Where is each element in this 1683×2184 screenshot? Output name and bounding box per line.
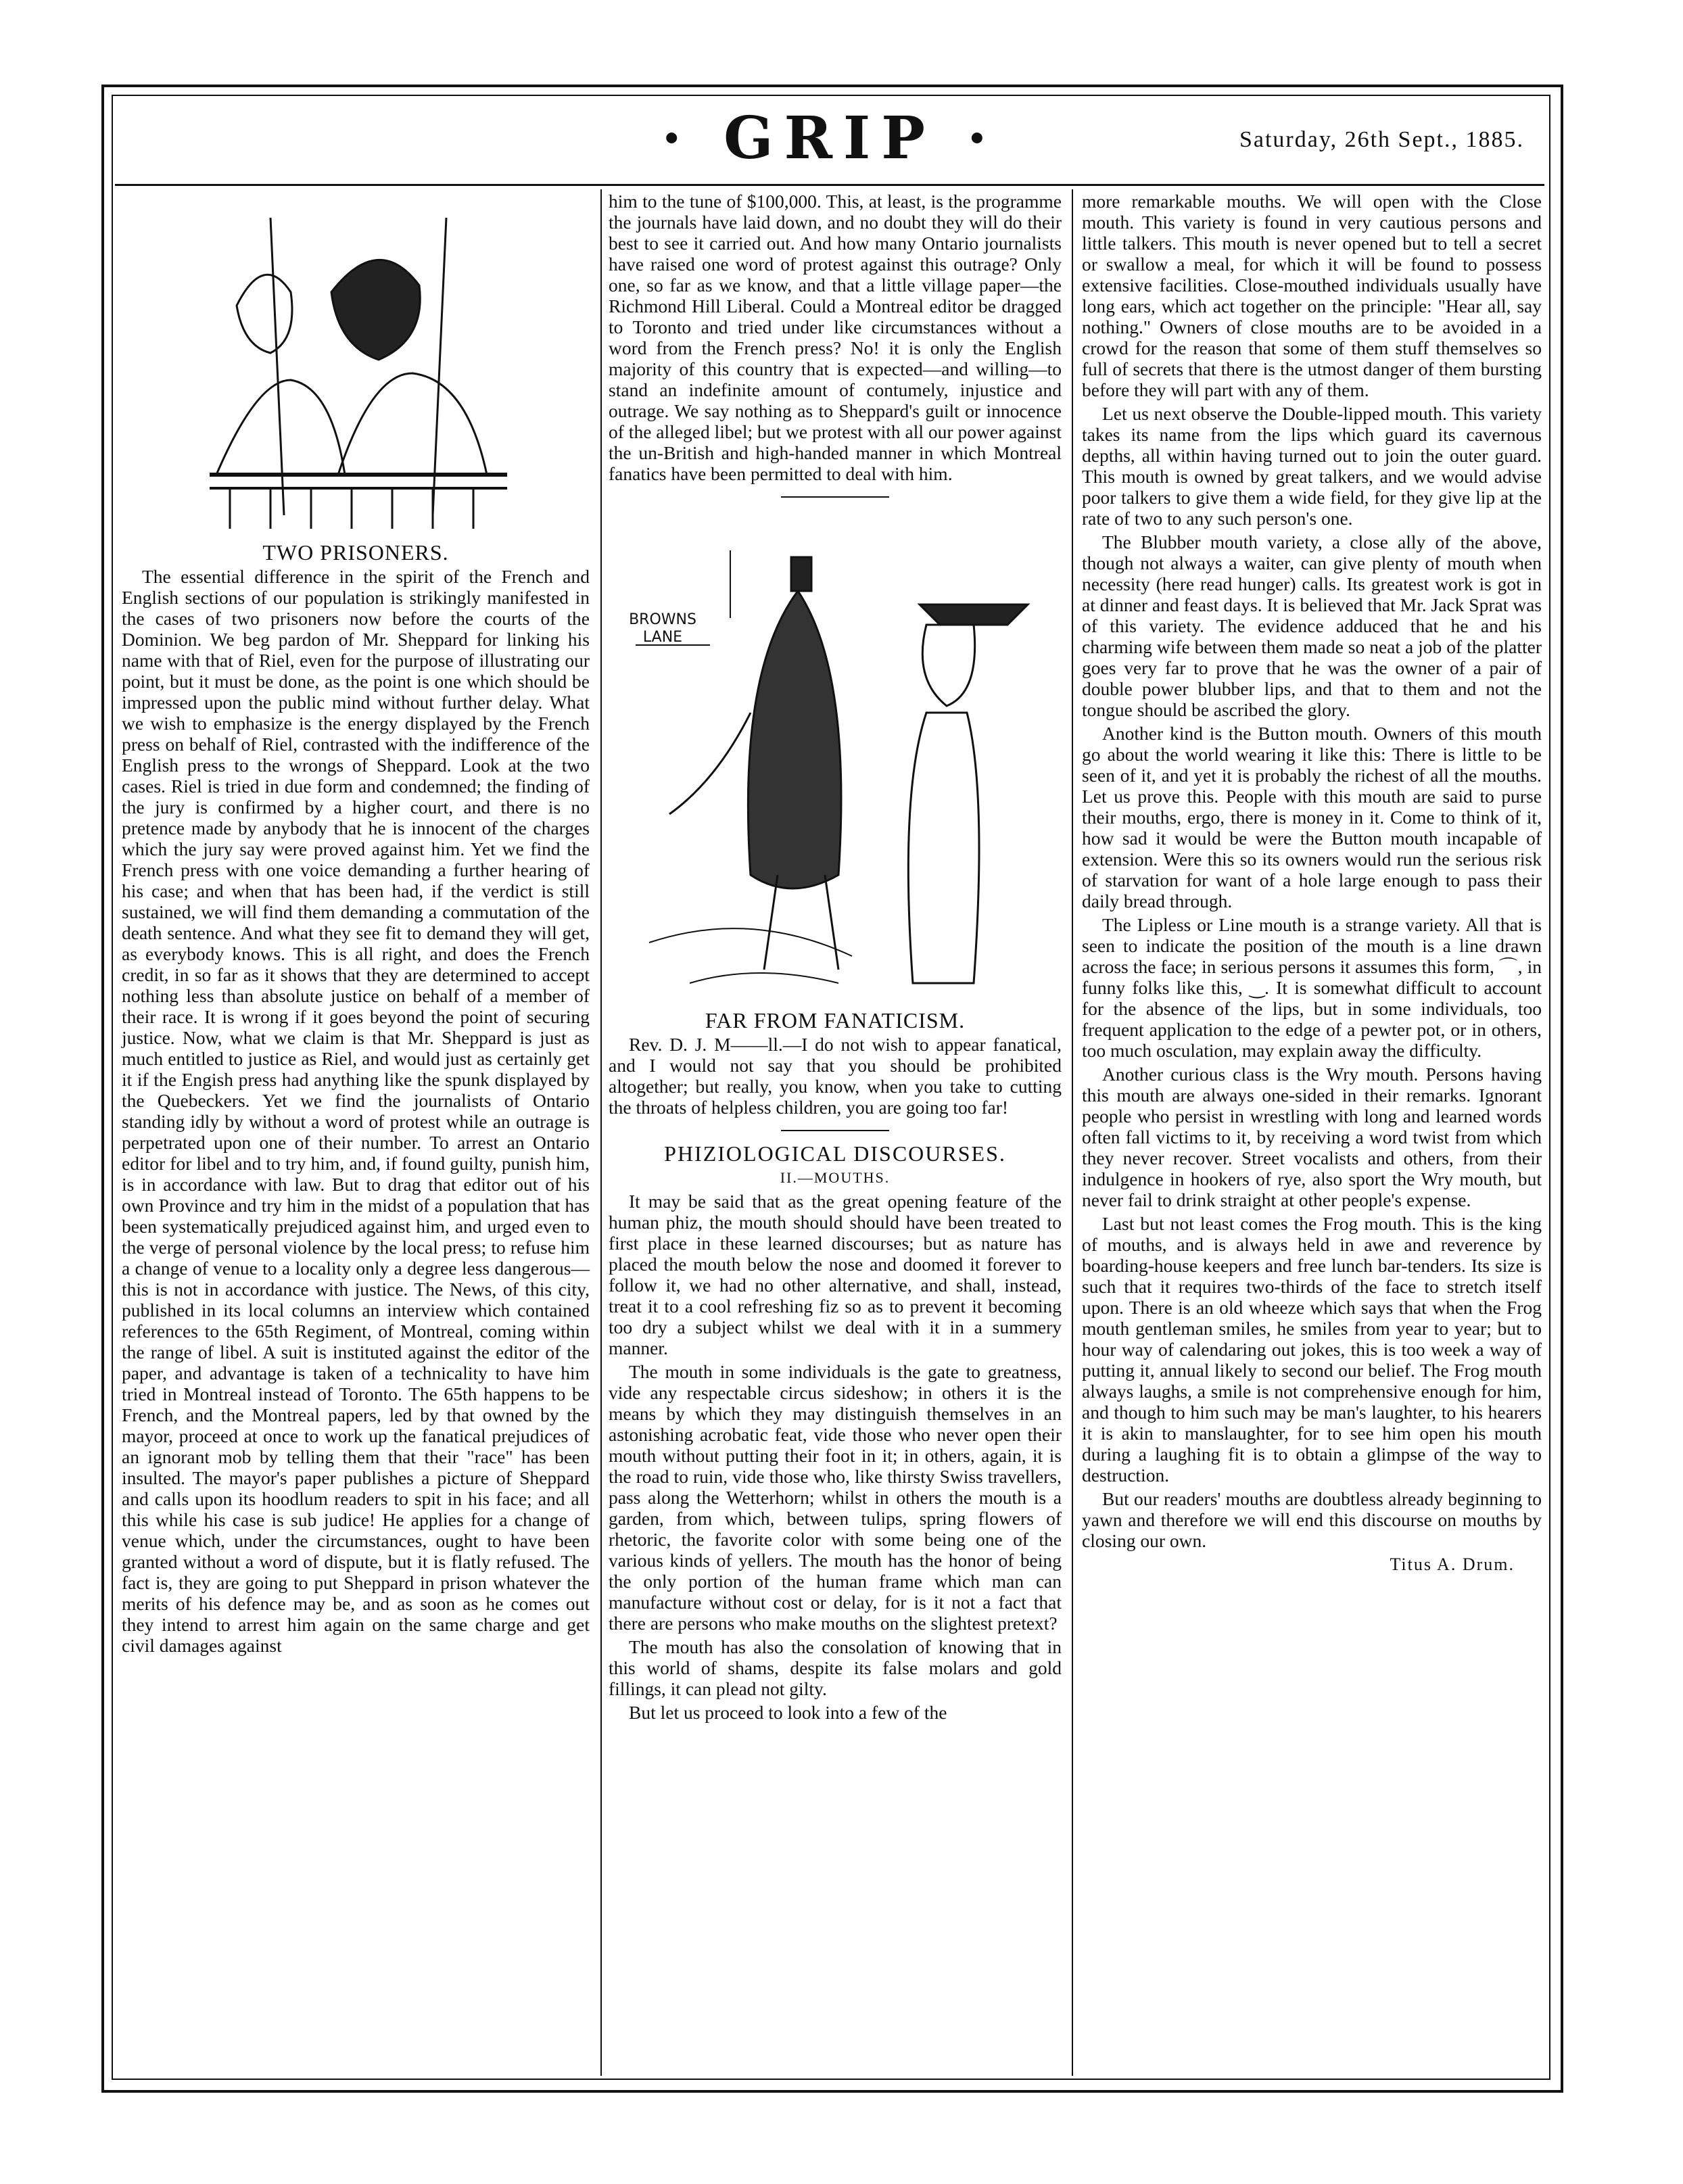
article-paragraph: him to the tune of $100,000. This, at least, is the programme the journals have laid down, and no doubt they will do their best to see it carried out. And how many Ontario journalists have raised one word of protest against this outrage? Only one, so far as we know, and that a little village paper—the Richmond Hill Liberal. Could a Montreal editor be dragged to Toronto and tried under like circumstances without a word from the French press? No! it is only the English majority of this country that is expected—and willing—to stand an indefinite amount of contumely, injustice and outrage. We say nothing as to Sheppard's guilt or innocence of the alleged libel; but we protest with all our power against the un-British and high-handed manner in which Montreal fanatics have been permitted to deal with him. (609, 191, 1062, 484)
cartoon-dialogue: Rev. D. J. M——ll.—I do not wish to appear fanatical, and I would not say that you should be prohibited altogether; but really, you know, when you take to cutting the throats of helpless children, you are going too far! (609, 1034, 1062, 1118)
article-paragraph: The mouth in some individuals is the gate to greatness, vide any respectable circus sideshow; in others it is the means by which they may distinguish themselves in an astonishing acrobatic feat, vide those who never open their mouth without putting their foot in it; in others, again, it is the road to ruin, vide those who, like thirsty Swiss travellers, pass along the Wetterhorn; whilst in others the mouth is a garden, from which, between tulips, spring flowers of rhetoric, the favorite color with some being one of the various kinds of yellers. The mouth has the honor of being the only portion of the human frame which man can manufacture without cost or delay, for is it not a fact that there are persons who make mouths on the slightest pretext? (609, 1361, 1062, 1634)
article-paragraph: Let us next observe the Double-lipped mouth. This variety takes its name from the lips which guard its cavernous depths, all within having turned out to join the outer guard. This mouth is owned by great talkers, and we would advise poor talkers to give them a wide field, for they give lip at the rate of two to any such person's one. (1082, 403, 1542, 529)
column-2 (609, 191, 1062, 1726)
masthead (115, 101, 1544, 183)
discourse-heading: PHIZIOLOGICAL DISCOURSES. (664, 1141, 1006, 1166)
article-paragraph: Another kind is the Button mouth. Owners of this mouth go about the world wearing it like this: There is little to be seen of it, and yet it is probably the richest of all the mouths. Let us prove this. People with this mouth are said to purse their mouths, ergo, there is money in it. Come to think of it, how sad it would be were the Button mouth incapable of extension. Were this so its owners would run the serious risk of starvation for want of a hole large enough to pass their daily bread through. (1082, 723, 1542, 911)
cartoon-illustration (609, 510, 1062, 1010)
browns-lane-sign: BROWNS LANE (629, 611, 696, 646)
masthead-date: Saturday, 26th Sept., 1885. (1239, 127, 1524, 152)
article-paragraph: It may be said that as the great opening feature of the human phiz, the mouth should should have been treated to first place in these learned discourses; but as nature has placed the mouth below the nose and doomed it forever to follow it, we had no other alternative, and shall, instead, treat it to a cool refreshing fiz so as to prevent it becoming too dry a subject whilst we deal with it in a summery manner. (609, 1191, 1062, 1358)
column-3 (1082, 191, 1542, 1577)
section-divider (781, 1130, 889, 1131)
author-signature: Titus A. Drum. (1390, 1554, 1515, 1574)
two-prisoners-illustration (189, 191, 527, 542)
article-paragraph: more remarkable mouths. We will open with the Close mouth. This variety is found in very cautious persons and little talkers. This mouth is never opened but to tell a secret or swallow a meal, for which it will be found to possess extensive facilities. Close-mouthed individuals usually have long ears, which act together on the principle: "Hear all, say nothing." Owners of close mouths are to be avoided in a crowd for the reason that some of them stuff themselves so full of secrets that there is the utmost danger of them bursting before they will part with any of them. (1082, 191, 1542, 400)
article-paragraph: Last but not least comes the Frog mouth. This is the king of mouths, and is always held in awe and reverence by boarding-house keepers and free lunch bar-tenders. Its size is such that it requires two-thirds of the face to stretch itself upon. There is an old wheeze which says that when the Frog mouth gentleman smiles, he smiles from year to year; but to hour way of calendaring out jokes, this is too week a way of putting it, annual likely to second our belief. The Frog mouth always laughs, a smile is not comprehensive enough for him, and though to him such may be man's laughter, to his hearers it is akin to manslaughter, for to see him open his mouth during a laughing fit is to obtain a glimpse of the way to destruction. (1082, 1213, 1542, 1486)
article-paragraph: Another curious class is the Wry mouth. Persons having this mouth are always one-sided in their remarks. Ignorant people who persist in wrestling with long and learned words often fall victims to it, by receiving a word twist from which they never recover. Street vocalists and others, from their indulgence in hookers of rye, also sport the Wry mouth, but never fail to drink straight at other people's expense. (1082, 1064, 1542, 1210)
article-paragraph: But let us proceed to look into a few of the (629, 1702, 947, 1723)
two-prisoners-caption: TWO PRISONERS. (262, 540, 449, 565)
discourse-subheading: II.—MOUTHS. (780, 1169, 891, 1186)
masthead-title: · GRIP · (661, 104, 998, 172)
article-paragraph: The Lipless or Line mouth is a strange variety. All that is seen to indicate the position of the mouth is a line drawn across the face; in serious persons it assumes this form, ⌒, in funny folks like this, ‿. It is somewhat difficult to account for the absence of the lips, but in some individuals, too frequent application to the edge of a pewter pot, or in others, too much osculation, may explain away the difficulty. (1082, 914, 1542, 1061)
article-paragraph: But our readers' mouths are doubtless already beginning to yawn and therefore we will end this discourse on mouths by closing our own. (1082, 1488, 1542, 1551)
column-rule-2 (1072, 189, 1073, 2076)
column-1 (122, 191, 590, 1659)
article-paragraph: The mouth has also the consolation of knowing that in this world of shams, despite its false molars and gold fillings, it can plead not gilty. (609, 1636, 1062, 1699)
section-divider (781, 496, 889, 498)
article-paragraph: The Blubber mouth variety, a close ally of the above, though not always a waiter, can give plenty of mouth when necessity (here read hunger) calls. Its greatest work is got in at dinner and feast days. It is believed that Mr. Jack Sprat was of this variety. The evidence adduced that he and his charming wife between them made so neat a job of the platter goes very far to prove that he was the owner of a pair of double power blubber lips, and that to them and not the tongue should be ascribed the glory. (1082, 531, 1542, 720)
article-paragraph: The essential difference in the spirit of the French and English sections of our population is strikingly manifested in the cases of two prisoners now before the courts of the Dominion. We beg pardon of Mr. Sheppard for linking his name with that of Riel, even for the purpose of illustrating our point, but it must be done, as the point is one which should be impressed upon the public mind without further delay. What we wish to emphasize is the energy displayed by the French press on behalf of Riel, contrasted with the indifference of the English press to the wrongs of Sheppard. Look at the two cases. Riel is tried in due form and condemned; the finding of the jury is confirmed by a higher court, and there is no pretence made by anybody that he is innocent of the charges which the jury say were proved against him. Yet we find the French press with one voice demanding a further hearing of his case; and when that has been had, if the verdict is still sustained, we will find them demanding a commutation of the death sentence. And what they see fit to demand they will get, as everybody knows. This is all right, and does the French credit, in so far as it shows that they are determined to accept nothing less than absolute justice on behalf of a member of their race. It is wrong if it goes beyond the point of securing justice. Now, what we claim is that Mr. Sheppard is just as much entitled to justice as Riel, and would just as certainly get it if the Engish press had anything like the spunk displayed by the Quebeckers. Yet we find the journalists of Ontario standing idly by without a word of protest while an outrage is perpetrated upon one of their number. To arrest an Ontario editor for libel and to try him, and, if found guilty, punish him, is in accordance with law. But to drag that editor out of his own Province and try him in the midst of a population that has been systematically prejudiced against him, and urged even to the verge of personal violence by the local press; to refuse him a change of venue to a locality only a degree less dangerous—this is not in accordance with justice. The News, of this city, published in its local columns an interview which contained references to the 65th Regiment, of Montreal, coming within the range of libel. A suit is instituted against the editor of the paper, and advantage is taken of a technicality to have him tried in Montreal instead of Toronto. The 65th happens to be French, and the Montreal papers, led by that owned by the mayor, proceed at once to work up the fanatical prejudices of an ignorant mob by telling them that their "race" has been insulted. The mayor's paper publishes a picture of Sheppard and calls upon its hoodlum readers to spit in his face; and all this while his case is sub judice! He applies for a change of venue which, under the circumstances, ought to have been granted without a word of dispute, but it is flatly refused. The fact is, they are going to put Sheppard in prison whatever the merits of his defence may be, and as soon as he comes out they intend to arrest him again on the same charge and get civil damages against (122, 566, 590, 1656)
masthead-rule (115, 184, 1544, 186)
cartoon-caption: FAR FROM FANATICISM. (705, 1008, 966, 1032)
column-rule-1 (600, 189, 602, 2076)
